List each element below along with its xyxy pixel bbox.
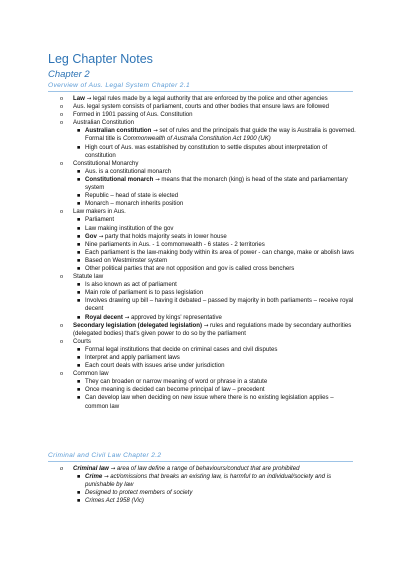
square-bullet-icon: ■ [77, 379, 81, 386]
list-item [48, 489, 358, 497]
list-item [48, 338, 358, 346]
item-text: They can broaden or narrow meaning of word or phrase in a statute [85, 378, 268, 386]
square-bullet-icon: ■ [77, 346, 81, 353]
list-item [48, 322, 358, 338]
list-item [48, 362, 358, 370]
square-bullet-icon: ■ [77, 355, 81, 361]
arrow-icon: → [153, 128, 158, 135]
list-item [48, 281, 358, 289]
square-bullet-icon: ■ [77, 241, 81, 248]
square-bullet-icon: ■ [77, 363, 81, 370]
square-bullet-icon: ■ [77, 282, 81, 289]
list-item [48, 465, 358, 473]
item-text: Interpret and apply parliament laws [85, 354, 180, 361]
arrow-icon: → [98, 233, 104, 240]
notes-list [48, 465, 358, 505]
item-text: Based on Westminster system [85, 256, 168, 264]
item-text: Parliament [85, 216, 115, 224]
chapter-heading: Chapter 2 [48, 69, 90, 80]
item-text: area of law define a range of behaviours/conduct that are prohibited [116, 465, 300, 472]
list-item [48, 241, 358, 249]
section-heading-criminal-civil [48, 452, 161, 459]
notes-list [48, 95, 358, 411]
square-bullet-icon: ■ [77, 490, 81, 497]
arrow-icon: → [124, 314, 130, 321]
item-italic-text: Commonwealth of Australia Constitution Act 1900 (UK) [122, 135, 271, 143]
item-text: Australian Constitution [73, 119, 134, 127]
hollow-bullet-icon: o [60, 338, 64, 345]
hollow-bullet-icon: o [60, 466, 64, 472]
square-bullet-icon: ■ [77, 225, 81, 232]
section-criminal-civil-content [48, 465, 358, 505]
arrow-icon: → [103, 474, 109, 481]
list-item [48, 168, 358, 176]
item-text: Is also known as act of parliament [85, 281, 177, 289]
square-bullet-icon: ■ [77, 314, 81, 321]
term-label: Crime [85, 473, 103, 481]
square-bullet-icon: ■ [77, 498, 81, 505]
square-bullet-icon: ■ [77, 474, 81, 481]
term-label: Law [73, 95, 85, 102]
item-text: Can develop law when deciding on new issue where there is no existing legislation applies – common law [85, 394, 334, 410]
hollow-bullet-icon: o [60, 120, 64, 127]
section-divider [48, 461, 353, 462]
square-bullet-icon: ■ [77, 144, 81, 151]
item-text: Other political parties that are not opposition and gov is called cross benchers [85, 264, 295, 272]
square-bullet-icon: ■ [77, 290, 81, 297]
term-label: Constitutional monarch [85, 175, 154, 183]
term-label: Gov [85, 232, 97, 240]
item-text: Courts [73, 337, 91, 345]
hollow-bullet-icon: o [60, 371, 64, 378]
square-bullet-icon: ■ [77, 298, 81, 305]
term-label: Australian constitution [85, 127, 152, 135]
list-item [48, 225, 358, 233]
square-bullet-icon: ■ [77, 193, 81, 200]
hollow-bullet-icon: o [60, 96, 64, 102]
square-bullet-icon: ■ [77, 128, 81, 135]
square-bullet-icon: ■ [77, 176, 81, 183]
list-item [48, 289, 358, 297]
item-text: Crimes Act 1958 (Vic) [85, 497, 144, 505]
item-text: set of rules and the principals that guide the way is Australia is governed. Formal title is [85, 127, 356, 143]
item-text: legal rules made by a legal authority that are enforced by the police and other agencies [92, 95, 328, 102]
square-bullet-icon: ■ [77, 265, 81, 272]
arrow-icon: → [86, 96, 92, 102]
list-item [48, 273, 358, 281]
list-item [48, 119, 358, 127]
list-item [48, 233, 358, 241]
hollow-bullet-icon: o [60, 112, 64, 119]
square-bullet-icon: ■ [77, 233, 81, 240]
list-item [48, 394, 358, 410]
list-item [48, 314, 358, 322]
square-bullet-icon: ■ [77, 201, 81, 208]
item-text: Common law [73, 370, 109, 378]
item-text: Law makers in Aus. [73, 208, 126, 216]
list-item [48, 249, 358, 257]
section-divider [48, 91, 353, 92]
list-item [48, 144, 358, 160]
list-item [48, 216, 358, 224]
arrow-icon: → [203, 322, 209, 329]
hollow-bullet-icon: o [60, 274, 64, 281]
list-item [48, 265, 358, 273]
list-item [48, 192, 358, 200]
item-text: Nine parliaments in Aus. - 1 commonwealth - 6 states - 2 territories [85, 240, 265, 248]
list-item [48, 346, 358, 354]
list-item [48, 160, 358, 168]
square-bullet-icon: ■ [77, 257, 81, 264]
term-label: Royal decent [85, 313, 123, 321]
list-item [48, 297, 358, 313]
square-bullet-icon: ■ [77, 249, 81, 256]
hollow-bullet-icon: o [60, 322, 64, 329]
item-text: Each parliament is the law-making body within its area of power - can change, make or abolish laws [85, 248, 354, 256]
list-item [48, 497, 358, 505]
item-text: Involves drawing up bill – having it debated – passed by majority in both parliaments – receive royal decent [85, 297, 354, 313]
list-item [48, 378, 358, 386]
item-text: Law making institution of the gov [85, 224, 174, 232]
list-item [48, 386, 358, 394]
item-text: Main role of parliament is to pass legislation [85, 289, 204, 297]
item-text: Aus. is a constitutional monarch [85, 167, 172, 175]
square-bullet-icon: ■ [77, 217, 81, 224]
list-item [48, 473, 358, 489]
item-text: Formal legal institutions that decide on criminal cases and civil disputes [85, 345, 278, 353]
list-item [48, 354, 358, 362]
term-label: Secondary legislation (delegated legislation) [73, 321, 203, 329]
square-bullet-icon: ■ [77, 168, 81, 175]
item-text: Monarch – monarch inherits position [85, 200, 184, 208]
item-text: Formed in 1901 passing of Aus. Constitution [73, 111, 193, 119]
item-text: rules and regulations made by secondary authorities (delegated bodies) that's given power to do so by the parliament [73, 321, 352, 337]
item-text: Republic – head of state is elected [85, 192, 179, 200]
hollow-bullet-icon: o [60, 209, 64, 216]
section-heading-text: Overview of Aus. Legal System Chapter 2.1 [48, 82, 191, 89]
item-text: act/omissions that breaks an existing law, is harmful to an individual/society and is punishable by law [85, 473, 332, 489]
arrow-icon: → [110, 466, 116, 472]
list-item [48, 103, 358, 111]
page-title: Leg Chapter Notes [48, 52, 153, 66]
square-bullet-icon: ■ [77, 395, 81, 402]
arrow-icon: → [155, 176, 160, 183]
item-text: approved by kings' representative [130, 313, 222, 321]
square-bullet-icon: ■ [77, 387, 81, 394]
hollow-bullet-icon: o [60, 160, 64, 167]
list-item [48, 370, 358, 378]
list-item [48, 95, 358, 103]
section-heading-overview [48, 82, 190, 89]
section-heading-text: Criminal and Civil Law Chapter 2.2 [48, 452, 162, 459]
item-text: Each court deals with issues arise under jurisdiction [85, 362, 225, 370]
list-item [48, 257, 358, 265]
item-text: party that holds majority seats in lower house [104, 232, 227, 240]
list-item [48, 127, 358, 143]
list-item [48, 176, 358, 192]
item-text: Aus. legal system consists of parliament, courts and other bodies that ensure laws are followed [73, 103, 330, 111]
item-text: High court of Aus. was established by constitution to settle disputes about interpretation of constitution [85, 143, 328, 159]
item-text: Designed to protect members of society [85, 489, 193, 497]
list-item [48, 200, 358, 208]
item-text: Statute law [73, 273, 104, 281]
list-item [48, 208, 358, 216]
section-overview-content [48, 95, 358, 411]
hollow-bullet-icon: o [60, 104, 64, 111]
item-text: means that the monarch (king) is head of the state and parliamentary system [85, 175, 348, 192]
list-item [48, 111, 358, 119]
item-text: Once meaning is decided can become principal of law – precedent [85, 386, 265, 394]
item-text: Constitutional Monarchy [73, 159, 139, 167]
term-label: Criminal law [73, 465, 109, 472]
